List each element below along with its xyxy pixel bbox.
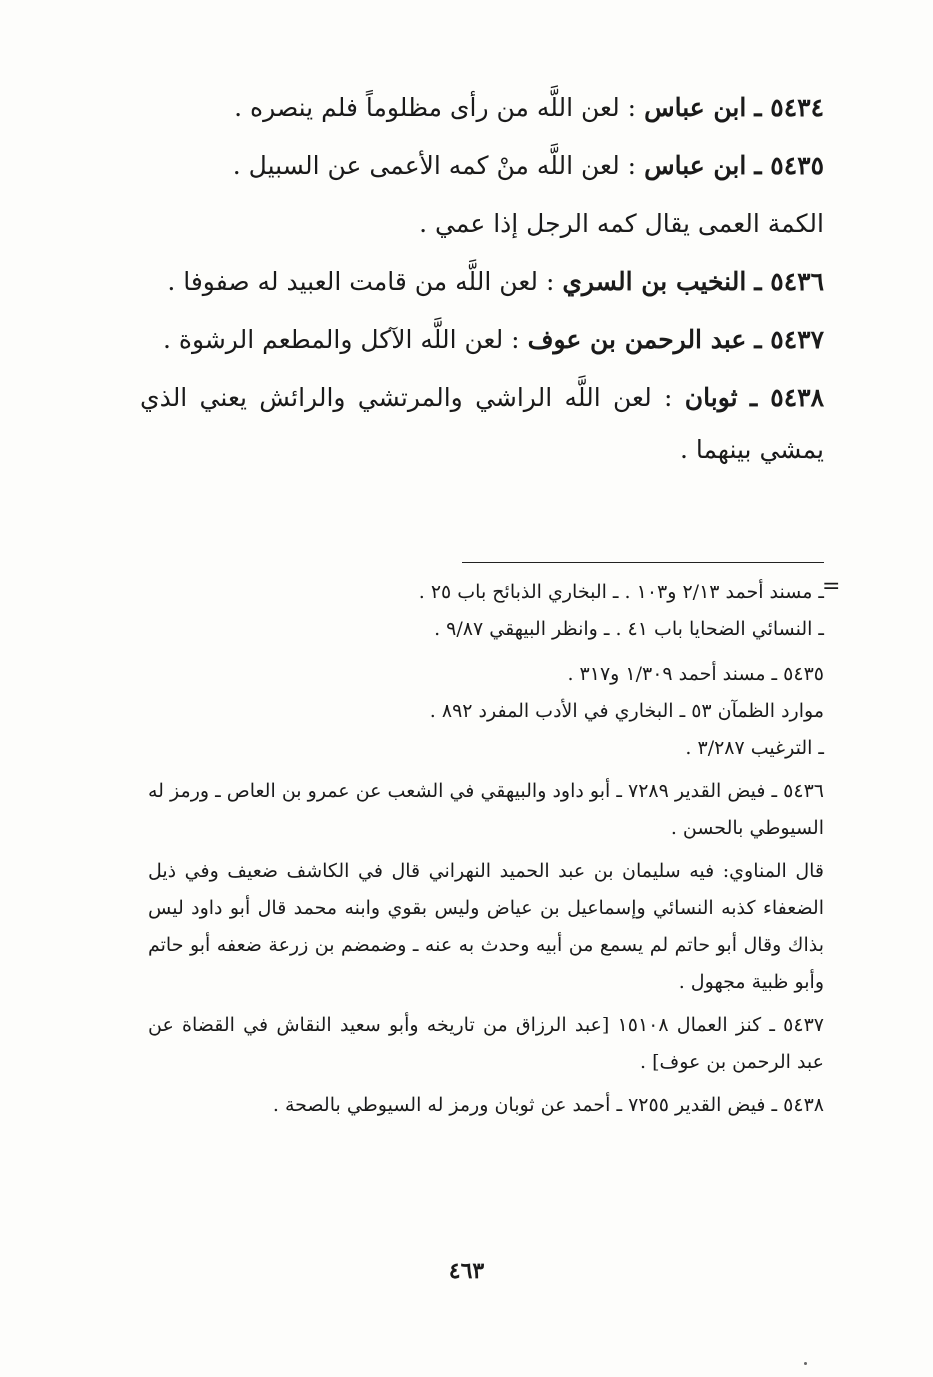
footnote-5438: ٥٤٣٨ ـ فيض القدير ٧٢٥٥ ـ أحمد عن ثوبان ورمز له السيوطي بالصحة . (272, 1094, 824, 1116)
entry-number: ٥٤٣٤ ـ (754, 93, 824, 122)
scan-speck (804, 1362, 807, 1365)
entry-number: ٥٤٣٨ ـ (749, 383, 824, 412)
entry-text: : لعن اللَّه الآكل والمطعم الرشوة . (162, 325, 520, 354)
hadith-entry-5437 (140, 314, 824, 366)
entry-text: : لعن اللَّه من رأى مظلوماً فلم ينصره . (234, 93, 637, 122)
narrator-name: ابن عباس (644, 151, 747, 180)
footnote-line: موارد الظمآن ٥٣ ـ البخاري في الأدب المفرد ٨٩٢ . (429, 700, 824, 722)
entry-text: : لعن اللَّه منْ كمه الأعمى عن السبيل . (232, 151, 637, 180)
entry-number: ٥٤٣٦ ـ (754, 267, 824, 296)
narrator-name: ابن عباس (644, 93, 747, 122)
entry-text: : لعن اللَّه من قامت العبيد له صفوفا . (167, 267, 555, 296)
footnote-line: ـ الترغيب ٣/٢٨٧ . (685, 737, 824, 759)
narrator-name: عبد الرحمن بن عوف (527, 325, 747, 354)
entry-number: ٥٤٣٥ ـ (754, 151, 824, 180)
footnote-5437: ٥٤٣٧ ـ كنز العمال ١٥١٠٨ [عبد الرزاق من تاريخه وأبو سعيد النقاش في القضاة عن عبد الرحمن بن عوف] . (148, 1014, 824, 1073)
footnote-5435: ٥٤٣٥ ـ مسند أحمد ١/٣٠٩ و٣١٧ . (567, 663, 824, 685)
hadith-entry-5435 (140, 140, 824, 192)
footnote-5436: ٥٤٣٦ ـ فيض القدير ٧٢٨٩ ـ أبو داود والبيهقي في الشعب عن عمرو بن العاص ـ ورمز له السيوطي بالحسن . (148, 780, 824, 839)
narrator-name: ثوبان (684, 383, 738, 412)
entry-number: ٥٤٣٧ ـ (754, 325, 824, 354)
hadith-entry-5438 (140, 372, 824, 476)
gloss-note: الكمة العمى يقال كمه الرجل إذا عمي . (419, 209, 824, 238)
footnote-commentary: قال المناوي: فيه سليمان بن عبد الحميد النهراني قال في الكاشف ضعيف وفي ذيل الضعفاء كذبه النسائي وإسماعيل بن عياض وليس بقوي وابنه محمد قال أبو داود ليس بذاك وقال أبو حاتم لم يسمع من أبيه وحدث به عنه ـ وضمضم بن زرعة ضعفه أبو حاتم وأبو ظبية مجهول . (148, 860, 824, 993)
narrator-name: النخيب بن السري (562, 267, 747, 296)
footnotes (148, 574, 824, 1130)
footnote-line: ـ النسائي الضحايا باب ٤١ . ـ وانظر البيهقي ٩/٨٧ . (434, 618, 824, 640)
footnote-divider (462, 562, 824, 563)
page-number: ٤٦٣ (448, 1258, 485, 1284)
entry-text: : لعن اللَّه الراشي والمرتشي والرائش يعني الذي يمشي بينهما . (140, 383, 824, 464)
continuation-mark: = (822, 574, 841, 599)
hadith-entry-5434 (140, 82, 824, 134)
hadith-entry-5436 (140, 256, 824, 308)
footnote-line: ـ مسند أحمد ٢/١٣ و١٠٣ . ـ البخاري الذبائح باب ٢٥ . (418, 581, 824, 603)
main-text (140, 82, 824, 482)
